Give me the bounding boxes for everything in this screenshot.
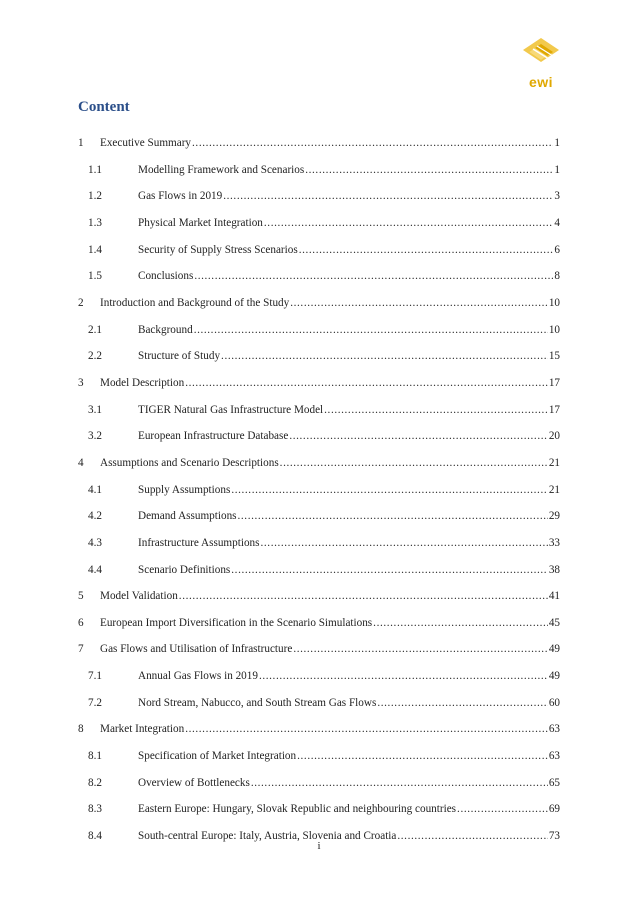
toc-entry[interactable] (78, 776, 560, 803)
toc-entry[interactable] (78, 483, 560, 510)
toc-entry-number: 4.1 (88, 483, 102, 496)
toc-entry-title[interactable]: Overview of Bottlenecks (138, 776, 250, 789)
toc-entry[interactable] (78, 376, 560, 403)
toc-entry[interactable] (78, 269, 560, 296)
toc-entry-title[interactable]: Introduction and Background of the Study (100, 296, 290, 309)
toc-leader-dots (297, 749, 548, 763)
toc-entry-title[interactable]: Structure of Study (138, 350, 221, 363)
toc-entry-number: 8.1 (88, 750, 102, 763)
toc-entry-number: 3.1 (88, 403, 102, 416)
toc-entry-title[interactable]: European Import Diversification in the Scenario Simulations (100, 616, 373, 629)
toc-entry-title[interactable]: Nord Stream, Nabucco, and South Stream Gas Flows (138, 696, 377, 709)
toc-entry-number: 3.2 (88, 430, 102, 443)
toc-entry-title[interactable]: Executive Summary (100, 137, 192, 149)
toc-entry-page: 41 (548, 590, 560, 603)
toc-leader-dots (179, 589, 548, 603)
toc-entry[interactable] (78, 616, 560, 643)
toc-entry-page: 73 (548, 830, 560, 843)
toc-entry-page: 10 (548, 296, 560, 309)
toc-entry[interactable] (78, 669, 560, 696)
toc-entry-number: 2.2 (88, 350, 102, 363)
toc-entry-title[interactable]: Specification of Market Integration (138, 750, 297, 763)
toc-leader-dots (185, 722, 548, 736)
toc-entry-page: 1 (554, 163, 560, 176)
toc-entry-page: 8 (554, 270, 560, 283)
toc-entry[interactable] (78, 429, 560, 456)
toc-entry[interactable] (78, 403, 560, 430)
toc-entry-title[interactable]: Gas Flows and Utilisation of Infrastructure (100, 643, 293, 656)
toc-entry-title[interactable]: Physical Market Integration (138, 216, 263, 229)
toc-entry-number: 6 (78, 616, 84, 629)
toc-leader-dots (185, 376, 548, 390)
toc-entry-page: 69 (548, 803, 560, 816)
toc-leader-dots (231, 563, 548, 577)
toc-entry-title[interactable]: Assumptions and Scenario Descriptions (100, 456, 279, 469)
toc-entry-page: 4 (554, 216, 560, 229)
toc-entry-number: 2.1 (88, 323, 102, 336)
toc-entry-title[interactable]: Conclusions (138, 270, 194, 283)
toc-entry[interactable] (78, 509, 560, 536)
toc-entry-page: 49 (548, 643, 560, 656)
toc-leader-dots (251, 776, 548, 790)
page-title: Content (78, 99, 130, 115)
toc-entry-title[interactable]: Supply Assumptions (138, 483, 231, 496)
toc-entry-number: 1.4 (88, 243, 102, 256)
toc-entry-title[interactable]: Annual Gas Flows in 2019 (138, 670, 258, 683)
toc-leader-dots (457, 802, 548, 816)
toc-leader-dots (377, 696, 547, 710)
toc-entry-page: 65 (548, 776, 560, 789)
toc-entry-page: 63 (548, 750, 560, 763)
toc-entry-title[interactable]: Infrastructure Assumptions (138, 536, 260, 549)
toc-leader-dots (259, 669, 548, 683)
toc-entry-number: 3 (78, 376, 84, 389)
toc-entry-page: 17 (548, 376, 560, 389)
toc-entry[interactable] (78, 696, 560, 723)
toc-entry-title[interactable]: Scenario Definitions (138, 563, 231, 576)
toc-leader-dots (290, 296, 548, 310)
toc-leader-dots (194, 323, 548, 337)
toc-entry-title[interactable]: Modelling Framework and Scenarios (138, 163, 305, 176)
toc-leader-dots (221, 349, 548, 363)
toc-entry-number: 1.5 (88, 270, 102, 283)
toc-leader-dots (261, 536, 548, 550)
page-number: i (317, 840, 321, 852)
toc-entry-number: 8.2 (88, 776, 102, 789)
toc-entry-page: 6 (554, 243, 560, 256)
toc-leader-dots (231, 483, 547, 497)
toc-entry-number: 5 (78, 590, 84, 603)
toc-leader-dots (280, 456, 548, 470)
toc-entry[interactable] (78, 456, 560, 483)
toc-entry-page: 38 (548, 563, 560, 576)
ewi-logo (511, 36, 571, 94)
toc-entry[interactable] (78, 642, 560, 669)
toc-entry[interactable] (78, 802, 560, 829)
table-of-contents (78, 136, 560, 856)
toc-entry-title[interactable]: South-central Europe: Italy, Austria, Slovenia and Croatia (138, 830, 397, 843)
toc-entry-number: 4.4 (88, 563, 102, 576)
toc-entry-number: 4.3 (88, 536, 102, 549)
toc-entry-page: 3 (554, 190, 560, 203)
toc-entry-number: 7.1 (88, 670, 102, 683)
toc-leader-dots (264, 216, 554, 230)
toc-entry[interactable] (78, 296, 560, 323)
toc-entry-title[interactable]: Eastern Europe: Hungary, Slovak Republic and neighbouring countries (138, 803, 457, 816)
toc-entry-number: 1 (78, 137, 84, 149)
toc-entry-page: 45 (548, 616, 560, 629)
toc-entry-number: 1.3 (88, 216, 102, 229)
toc-entry-page: 20 (548, 430, 560, 443)
toc-entry-page: 15 (548, 350, 560, 363)
toc-entry[interactable] (78, 349, 560, 376)
toc-entry-title[interactable]: Demand Assumptions (138, 510, 237, 523)
toc-entry-title[interactable]: Model Validation (100, 590, 178, 603)
toc-entry-title[interactable]: Model Description (100, 376, 185, 389)
toc-entry[interactable] (78, 749, 560, 776)
toc-entry-page: 49 (548, 670, 560, 683)
toc-entry[interactable] (78, 323, 560, 350)
ewi-logo-icon (511, 36, 571, 76)
toc-entry-number: 8.4 (88, 830, 102, 843)
toc-entry-title[interactable]: Background (138, 323, 193, 336)
toc-entry-number: 2 (78, 296, 84, 309)
toc-entry-title[interactable]: Security of Supply Stress Scenarios (138, 243, 298, 256)
toc-entry[interactable] (78, 243, 560, 270)
toc-entry-number: 7 (78, 643, 84, 656)
toc-entry-page: 63 (548, 723, 560, 736)
toc-leader-dots (238, 509, 548, 523)
toc-entry[interactable] (78, 136, 560, 163)
toc-leader-dots (293, 642, 547, 656)
logo-text: ewi (528, 74, 554, 90)
toc-leader-dots (192, 136, 553, 150)
toc-entry-number: 7.2 (88, 696, 102, 709)
toc-leader-dots (289, 429, 547, 443)
toc-entry-page: 1 (554, 137, 560, 149)
toc-entry-page: 29 (548, 510, 560, 523)
toc-entry-page: 33 (548, 536, 560, 549)
toc-entry-page: 60 (548, 696, 560, 709)
toc-leader-dots (194, 269, 553, 283)
toc-entry-page: 10 (548, 323, 560, 336)
toc-leader-dots (299, 243, 554, 257)
toc-entry-title[interactable]: Gas Flows in 2019 (138, 190, 223, 203)
toc-entry[interactable] (78, 589, 560, 616)
toc-entry-title[interactable]: European Infrastructure Database (138, 430, 289, 443)
toc-leader-dots (324, 403, 548, 417)
toc-entry-page: 21 (548, 483, 560, 496)
toc-entry[interactable] (78, 216, 560, 243)
toc-entry-number: 4.2 (88, 510, 102, 523)
toc-entry[interactable] (78, 536, 560, 563)
toc-entry-title[interactable]: Market Integration (100, 723, 185, 736)
toc-entry-number: 8 (78, 723, 84, 736)
toc-entry-number: 8.3 (88, 803, 102, 816)
toc-leader-dots (305, 163, 553, 177)
toc-entry[interactable] (78, 563, 560, 590)
toc-entry-number: 1.2 (88, 190, 102, 203)
toc-entry-number: 4 (78, 456, 84, 469)
toc-entry-page: 17 (548, 403, 560, 416)
toc-entry-title[interactable]: TIGER Natural Gas Infrastructure Model (138, 403, 324, 416)
toc-entry-number: 1.1 (88, 163, 102, 176)
toc-entry[interactable] (78, 189, 560, 216)
toc-entry[interactable] (78, 722, 560, 749)
toc-entry[interactable] (78, 163, 560, 190)
toc-entry-page: 21 (548, 456, 560, 469)
toc-leader-dots (373, 616, 548, 630)
toc-leader-dots (223, 189, 553, 203)
